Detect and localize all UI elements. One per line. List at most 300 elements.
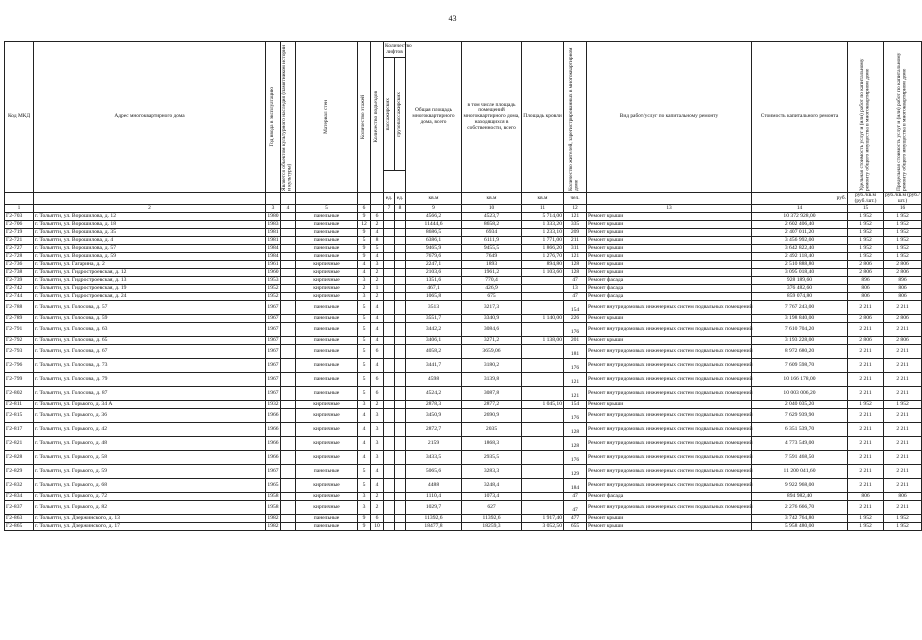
cell-address: г. Тольятти, ул. Ворошилова, д. 18 [34,221,266,229]
cell-ec [395,523,406,531]
cell-ec [395,285,406,293]
cell-cost: 894 982,40 [752,493,848,501]
cell-year: 1967 [267,336,279,343]
cell-work: Ремонт фасада [587,285,752,293]
cell-material: панельные [296,387,358,401]
cell-year: 1966 [266,437,281,451]
cell-code: Г2-739 [5,277,34,285]
cell-entrances: 10 [371,523,384,531]
cell-code: Г2-742 [5,285,34,293]
cell-ec [395,245,406,253]
table-row [5,437,922,451]
table-row [5,373,922,387]
cell-work: Ремонт внутридомовых инженерных систем подвальных помещений [587,359,752,373]
cell-floors: 9 [358,229,371,237]
header-address: Адрес многоквартирного дома [34,42,266,193]
cell-total: 2159 [406,437,462,451]
cell-work: Ремонт крыши [587,237,752,245]
cell-max: 2 211 [884,409,922,423]
cell-year: 1960 [267,268,279,275]
cell-heritage [281,359,296,373]
cell-year: 1981 [267,228,279,235]
cell-code: Г2-738 [5,269,34,277]
cell-res: 176 [564,323,587,337]
cell-year: 1984 [267,244,279,251]
cell-code: Г2-719 [5,229,34,237]
cell-floors: 3 [358,501,371,515]
cell-address: г. Тольятти, ул. Голосова, д. 59 [34,315,266,323]
cell-cost: 7 629 939,90 [752,409,848,423]
cell-address: г. Тольятти, ул. Горького, д. 82 [34,501,266,515]
cell-heritage [281,373,296,387]
cell-entrances: 6 [371,387,384,401]
cell-owned: 3659,06 [462,345,522,359]
cell-owned: 3217,3 [462,301,522,315]
cell-res: 209 [564,229,587,237]
cell-heritage [281,221,296,229]
cell-cost: 7 767 243,00 [752,301,848,315]
cell-address: г. Тольятти, ул. Дзержинского, д. 13 [34,515,266,523]
cell-total: 5065,6 [406,465,462,479]
cell-floors: 5 [358,359,371,373]
cell-address: г. Тольятти, ул. Ворошилова, д. 35 [34,229,266,237]
cell-total: 4058,2 [406,345,462,359]
cell-unit: 2 806 [848,261,884,269]
cell-cost: 7 609 598,70 [752,359,848,373]
cell-heritage [281,501,296,515]
cell-ec [395,451,406,465]
cell-material: кирпичные [296,493,358,501]
cell-code: Г2-811 [5,401,34,409]
cell-year: 1967 [266,301,281,315]
cell-roof: 1 138,00 [522,337,564,345]
table-row [5,285,922,293]
cell-entrances: 5 [371,245,384,253]
cell-roof: 894,80 [522,261,564,269]
cell-ep [384,315,395,323]
cell-work: Ремонт внутридомовых инженерных систем подвальных помещений [587,323,752,337]
cell-material: панельные [296,465,358,479]
cell-address: г. Тольятти, ул. Горького, д. 72 [34,493,266,501]
table-row [5,261,922,269]
cell-res: 128 [564,423,587,437]
cell-total: 3442,2 [406,323,462,337]
cell-max: 1 952 [884,253,922,261]
cell-ec [395,315,406,323]
cell-material: кирпичные [296,479,358,493]
cell-address: г. Тольятти, ул. Горького, д. 34 А [34,401,266,409]
cell-ep [384,437,395,451]
cell-entrances: 4 [371,465,384,479]
header-max-cost: Предельная стоимость услуг и (или) работ по капитальному ремонту общего имущества в многоквартирном доме [884,42,922,193]
cell-owned: 1961,2 [462,269,522,277]
page-number: 43 [448,14,457,23]
cell-owned: 3087,8 [462,387,522,401]
cell-year: 1967 [266,345,281,359]
cell-max: 1 952 [884,401,922,409]
cell-address: г. Тольятти, ул. Гидростроевская, д. 13 [34,277,266,285]
cell-ep [384,387,395,401]
cell-roof [522,493,564,501]
table-row [5,315,922,323]
cell-material: панельные [296,373,358,387]
cell-address: г. Тольятти, ул. Ворошилова, д. 4 [34,237,266,245]
cell-work: Ремонт внутридомовых инженерных систем подвальных помещений [587,345,752,359]
cell-cost: 6 351 539,70 [752,423,848,437]
cell-unit: 1 952 [848,213,884,221]
cell-total: 1110,4 [406,493,462,501]
cell-work: Ремонт внутридомовых инженерных систем подвальных помещений [587,479,752,493]
cell-ec [395,515,406,523]
cell-unit: 2 211 [848,409,884,423]
cell-year: 1961 [267,260,279,267]
cell-total: 1065,8 [406,293,462,301]
cell-res: 47 [564,293,587,301]
table-row [5,229,922,237]
cell-floors: 5 [358,465,371,479]
cell-ec [395,301,406,315]
cell-entrances: 4 [371,479,384,493]
cell-cost: 9 922 968,00 [752,479,848,493]
cell-total: 3433,5 [406,451,462,465]
cell-floors: 5 [358,373,371,387]
cell-floors: 4 [358,261,371,269]
table-row [5,345,922,359]
cell-work: Ремонт крыши [587,261,752,269]
cell-address: г. Тольятти, ул. Ворошилова, д. 57 [34,245,266,253]
cell-owned: 3248,4 [462,479,522,493]
cell-owned: 11392,6 [462,515,522,523]
cell-max: 1 952 [884,237,922,245]
cell-ec [395,501,406,515]
cell-max: 2 211 [884,465,922,479]
cell-work: Ремонт крыши [587,213,752,221]
cell-cost: 10 372 928,00 [752,213,848,221]
header-residents: Количество жителей, зарегистрированных в многоквартирном доме [564,42,587,193]
cell-entrances: 2 [371,293,384,301]
cell-ep [384,261,395,269]
cell-ep [384,465,395,479]
cell-owned: 3340,9 [462,315,522,323]
cell-owned: 8658,2 [462,221,522,229]
cell-work: Ремонт фасада [587,493,752,501]
cell-work: Ремонт внутридомовых инженерных систем подвальных помещений [587,501,752,515]
cell-code: Г2-863 [5,515,34,523]
register-rows [5,213,922,531]
cell-cost: 3 642 822,40 [752,245,848,253]
cell-total: 467,1 [406,285,462,293]
cell-entrances: 6 [371,373,384,387]
cell-material: кирпичные [296,409,358,423]
table-row [5,451,922,465]
cell-owned: 3283,3 [462,465,522,479]
cell-year: 1980 [267,212,279,219]
cell-roof [522,359,564,373]
cell-owned: 1073,4 [462,493,522,501]
unit-max-cost: руб./кв.м (руб./шт.) [885,192,920,204]
cell-unit: 2 211 [848,387,884,401]
cell-material: панельные [296,315,358,323]
cell-material: панельные [296,345,358,359]
cell-cost: 10 166 178,00 [752,373,848,387]
cell-ep [384,359,395,373]
cell-roof: 1 233,10 [522,229,564,237]
cell-cost: 11 200 041,60 [752,465,848,479]
cell-ec [395,269,406,277]
cell-cost: 2 407 011,20 [752,229,848,237]
header-floors: Количество этажей [358,42,371,193]
cell-res: 201 [564,337,587,345]
cell-ec [395,229,406,237]
cell-address: г. Тольятти, ул. Горького, д. 58 [34,451,266,465]
cell-material: панельные [296,245,358,253]
cell-total: 2872,7 [406,423,462,437]
cell-res: 47 [564,493,587,501]
cell-work: Ремонт крыши [587,229,752,237]
cell-code: Г2-832 [5,479,34,493]
cell-unit: 2 806 [848,269,884,277]
table-row [5,465,922,479]
cell-owned: 770,4 [462,277,522,285]
cell-floors: 9 [358,253,371,261]
cell-material: панельные [296,221,358,229]
cell-entrances: 3 [371,451,384,465]
cell-ec [395,437,406,451]
cell-unit: 896 [848,277,884,285]
table-row [5,253,922,261]
cell-cost: 2 040 035,20 [752,401,848,409]
cell-ec [395,401,406,409]
cell-res: 176 [564,359,587,373]
cell-roof [522,285,564,293]
cell-ep [384,253,395,261]
cell-floors: 5 [358,337,371,345]
cell-unit: 806 [848,285,884,293]
cell-roof: 1 866,20 [522,245,564,253]
cell-work: Ремонт внутридомовых инженерных систем подвальных помещений [587,423,752,437]
header-heritage: Является объектом культурного наследия (памятником истории и культуры) [281,42,296,193]
unit-unit-cost: руб./кв.м (руб./шт.) [848,193,884,205]
cell-owned: 4523,7 [462,213,522,221]
cell-total: 4566,2 [406,213,462,221]
cell-entrances: 4 [371,323,384,337]
cell-cost: 859 074,80 [752,293,848,301]
unit-owned-area: кв.м [462,193,522,205]
cell-entrances: 4 [371,253,384,261]
cell-ep [384,501,395,515]
cell-ep [384,293,395,301]
table-row [5,501,922,515]
table-row [5,387,922,401]
cell-roof: 1 771,00 [522,237,564,245]
cell-code: Г2-703 [5,213,34,221]
header-elevators: Количество лифтов [384,42,406,58]
cell-ep [384,237,395,245]
cell-floors: 9 [358,245,371,253]
header-roof-area: Площадь кровли [522,42,564,193]
cell-roof: 5 714,00 [522,213,564,221]
cell-heritage [281,277,296,285]
cell-cost: 2 510 888,80 [752,261,848,269]
cell-work: Ремонт внутридомовых инженерных систем подвальных помещений [587,301,752,315]
cell-owned: 2035 [462,423,522,437]
cell-unit: 1 952 [848,221,884,229]
cell-code: Г2-821 [5,437,34,451]
cell-heritage [281,293,296,301]
cell-max: 1 952 [884,515,922,523]
cell-ep [384,323,395,337]
cell-unit: 1 952 [848,253,884,261]
cell-address: г. Тольятти, ул. Гидростроевская, д. 12 [34,269,266,277]
cell-material: панельные [296,229,358,237]
cell-code: Г2-817 [5,423,34,437]
cell-res: 121 [564,253,587,261]
cell-heritage [281,387,296,401]
cell-code: Г2-834 [5,493,34,501]
cell-heritage [281,285,296,293]
cell-cost: 7 610 704,20 [752,323,848,337]
header-elev-passenger: пассажирских [384,58,395,171]
header-total-area: Общая площадь многоквартирного дома, всего [406,42,462,193]
unit-elev-cargo: ед. [395,193,406,205]
cell-max: 2 211 [884,387,922,401]
cell-total: 11392,6 [406,515,462,523]
cell-entrances: 2 [371,221,384,229]
cell-ep [384,277,395,285]
cell-year: 1984 [267,252,279,259]
cell-total: 1351,6 [406,277,462,285]
cell-res: 154 [564,401,587,409]
cell-material: панельные [296,213,358,221]
cell-work: Ремонт крыши [587,269,752,277]
cell-max: 806 [884,293,922,301]
cell-floors: 3 [358,293,371,301]
cell-entrances: 3 [371,409,384,423]
cell-work: Ремонт крыши [587,315,752,323]
cell-material: кирпичные [296,285,358,293]
cell-code: Г2-721 [5,237,34,245]
cell-entrances: 4 [371,229,384,237]
cell-ec [395,387,406,401]
cell-code: Г2-744 [5,293,34,301]
cell-material: кирпичные [296,437,358,451]
cell-heritage [281,261,296,269]
cell-work: Ремонт крыши [587,523,752,531]
cell-ep [384,515,395,523]
table-row [5,221,922,229]
cell-entrances: 8 [371,237,384,245]
cell-heritage [281,409,296,423]
cell-address: г. Тольятти, ул. Гидростроевская, д. 24 [34,293,266,301]
cell-address: г. Тольятти, ул. Горького, д. 42 [34,423,266,437]
cell-total: 2103,6 [406,269,462,277]
cell-floors: 3 [358,401,371,409]
cell-res: 128 [564,269,587,277]
cell-address: г. Тольятти, ул. Горького, д. 36 [34,409,266,423]
cell-total: 18477,8 [406,523,462,531]
cell-roof [522,465,564,479]
cell-year: 1967 [266,387,281,401]
cell-address: г. Тольятти, ул. Ворошилова, д. 59 [34,253,266,261]
cell-ec [395,479,406,493]
cell-unit: 1 952 [848,229,884,237]
cell-code: Г2-829 [5,465,34,479]
cell-work: Ремонт крыши [587,401,752,409]
cell-work: Ремонт крыши [587,221,752,229]
cell-floors: 9 [358,515,371,523]
cell-year: 1965 [266,479,281,493]
cell-floors: 5 [358,315,371,323]
cell-heritage [281,345,296,359]
header-year-built: Год ввода в эксплуатацию [266,42,281,193]
cell-material: кирпичные [296,401,358,409]
cell-heritage [281,493,296,501]
cell-year: 1932 [267,400,279,407]
cell-year: 1967 [266,359,281,373]
cell-floors: 5 [358,345,371,359]
cell-year: 1967 [266,465,281,479]
cell-entrances: 4 [371,301,384,315]
cell-heritage [281,315,296,323]
header-cost: Стоимость капитального ремонта [752,42,848,193]
cell-ep [384,213,395,221]
cell-entrances: 6 [371,345,384,359]
cell-year: 1981 [267,236,279,243]
cell-ec [395,345,406,359]
cell-year: 1982 [267,514,279,521]
cell-year: 1966 [266,423,281,437]
cell-code: Г2-728 [5,253,34,261]
cell-year: 1967 [266,323,281,337]
cell-work: Ремонт внутридомовых инженерных систем подвальных помещений [587,409,752,423]
cell-res: 47 [564,277,587,285]
cell-year: 1982 [267,522,279,529]
cell-total: 3450,9 [406,409,462,423]
cell-max: 806 [884,285,922,293]
cell-ec [395,213,406,221]
table-row [5,337,922,345]
cell-roof [522,323,564,337]
unit-cost: руб. [752,193,848,205]
table-row [5,409,922,423]
cell-entrances: 2 [371,493,384,501]
cell-total: 11444,6 [406,221,462,229]
cell-year: 1958 [267,492,279,499]
cell-year: 1983 [267,220,279,227]
cell-ep [384,523,395,531]
cell-unit: 806 [848,293,884,301]
cell-res: 13 [564,285,587,293]
cell-roof: 1 333,20 [522,221,564,229]
cell-roof [522,437,564,451]
cell-material: панельные [296,301,358,315]
cell-max: 2 211 [884,345,922,359]
unit-roof-area: кв.м [522,193,564,205]
cell-unit: 2 806 [848,315,884,323]
cell-owned: 2690,9 [462,409,522,423]
cell-work: Ремонт внутридомовых инженерных систем подвальных помещений [587,387,752,401]
cell-code: Г2-793 [5,345,34,359]
cell-year: 1958 [266,501,281,515]
cell-cost: 3 742 764,80 [752,515,848,523]
cell-code: Г2-828 [5,451,34,465]
table-row [5,277,922,285]
cell-unit: 2 806 [848,337,884,345]
cell-res: 184 [564,479,587,493]
cell-roof [522,479,564,493]
cell-ep [384,479,395,493]
cell-owned: 426,9 [462,285,522,293]
